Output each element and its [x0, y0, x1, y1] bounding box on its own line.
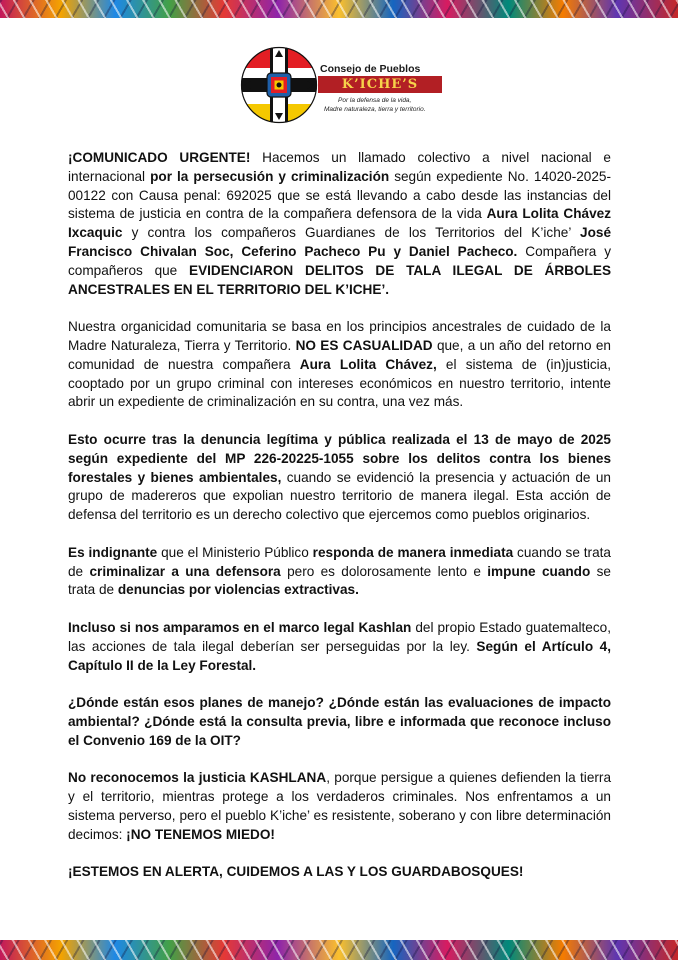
text-span: el sistema de (in)justicia, cooptado por un grupo criminal con intereses económicos en nuestro territorio, intente abrir un expediente de criminalización en su contra, una vez más.	[68, 356, 611, 410]
paragraph-8-alert	[68, 863, 611, 882]
bold-text-span: No reconocemos la justicia KASHLANA	[68, 770, 327, 786]
bold-text-span: ¡COMUNICADO URGENTE!	[68, 150, 251, 165]
woven-border-top	[0, 0, 678, 18]
text-span: cuando se trata de	[68, 544, 611, 579]
text-span: Hacemos un llamado colectivo a nivel nacional e internacional	[68, 150, 611, 184]
paragraph-4-indignation	[68, 544, 611, 600]
bold-text-span: ¿Dónde están esos planes de manejo? ¿Dónde están las evaluaciones de impacto ambiental? ¿Dónde está la consulta previa, libre e informada que reconoce incluso el Convenio 169 de la OIT?	[68, 695, 611, 748]
logo-title: Consejo de Pueblos	[320, 63, 421, 75]
bold-text-span: Incluso si nos amparamos en el marco legal Kashlan	[68, 619, 412, 635]
bold-text-span: criminalizar a una defensora	[89, 563, 281, 579]
bold-text-span: Es indignante	[68, 544, 158, 560]
bold-text-span: Esto ocurre tras la denuncia legítima y pública realizada el 13 de mayo de 2025 según expediente del MP 226-20225-1055 sobre los delitos contra los bienes forestales y bienes ambientales,	[68, 431, 611, 485]
paragraph-1-urgent-call	[68, 149, 611, 299]
bold-text-span: NO ES CASUALIDAD	[295, 337, 433, 353]
paragraph-2-community-principles	[68, 318, 611, 412]
text-span: del propio Estado guatemalteco, las acciones de tala ilegal deberían ser perseguidas por la ley.	[68, 619, 611, 654]
organization-logo	[240, 46, 440, 126]
text-span: Compañera y compañeros que	[68, 243, 611, 278]
text-span: , porque persigue a quienes defienden la tierra y el territorio, mientras protege a los verdaderos criminales. Nos enfrentamos a un sistema perverso, pero el pueblo K’iche’ es resistente, soberano y con libre determinación decimos:	[68, 770, 612, 842]
logo-name: K’ICHE’S	[318, 76, 442, 93]
bold-text-span: ¡NO TENEMOS MIEDO!	[126, 826, 275, 842]
text-span: pero es dolorosamente lento e	[280, 563, 488, 579]
logo-tagline-line-2: Madre naturaleza, tierra y territorio.	[324, 106, 426, 113]
text-span: se trata de	[68, 563, 611, 598]
bold-text-span: Aura Lolita Chávez Ixcaquic	[68, 206, 611, 241]
paragraph-5-legal-framework	[68, 619, 611, 675]
text-span: Nuestra organicidad comunitaria se basa en los principios ancestrales de cuidado de la Madre Naturaleza, Tierra y Territorio.	[68, 319, 611, 353]
text-span: y contra los compañeros Guardianes de los Territorios del K’iche’	[122, 225, 581, 241]
bold-text-span: por la persecusión y criminalización	[150, 168, 390, 184]
bold-text-span: Aura Lolita Chávez,	[299, 356, 437, 372]
text-span: que el Ministerio Público	[157, 544, 313, 560]
bold-text-span: Según el Artículo 4, Capítulo II de la Ley Forestal.	[68, 638, 611, 673]
logo-tagline-line-1: Por la defensa de la vida,	[338, 97, 412, 104]
bold-text-span: José Francisco Chivalan Soc, Ceferino Pacheco Pu y Daniel Pacheco.	[68, 225, 611, 259]
paragraph-3-complaint	[68, 431, 611, 525]
paragraph-6-questions	[68, 694, 611, 750]
bold-text-span: EVIDENCIARON DELITOS DE TALA ILEGAL DE ÁRBOLES ANCESTRALES EN EL TERRITORIO DEL K’ICHE’.	[68, 262, 612, 297]
four-directions-cross-emblem-icon	[240, 46, 318, 124]
text-span: cuando se evidenció la presencia y actuación de un grupo de madereros que expolian nuestro territorio de manera ilegal. Esta acción de defensa del territorio es un derecho colectivo que ejercemos como pueblos originarios.	[68, 469, 611, 523]
bold-text-span: denuncias por violencias extractivas.	[117, 582, 359, 598]
communique-body	[68, 149, 611, 882]
woven-border-bottom	[0, 940, 678, 960]
text-span: que, a un año del retorno en comunidad de nuestra compañera	[68, 337, 611, 372]
text-span: según expediente No. 14020-2025-00122 con Causa penal: 692025 que se está llevando a cabo desde las instancias del sistema de justicia en contra de la compañera defensora de la vida	[68, 168, 611, 222]
paragraph-7-rejection	[68, 769, 611, 844]
bold-text-span: impune cuando	[487, 563, 591, 579]
bold-text-span: responda de manera inmediata	[312, 544, 514, 560]
bold-text-span: ¡ESTEMOS EN ALERTA, CUIDEMOS A LAS Y LOS GUARDABOSQUES!	[68, 864, 524, 880]
